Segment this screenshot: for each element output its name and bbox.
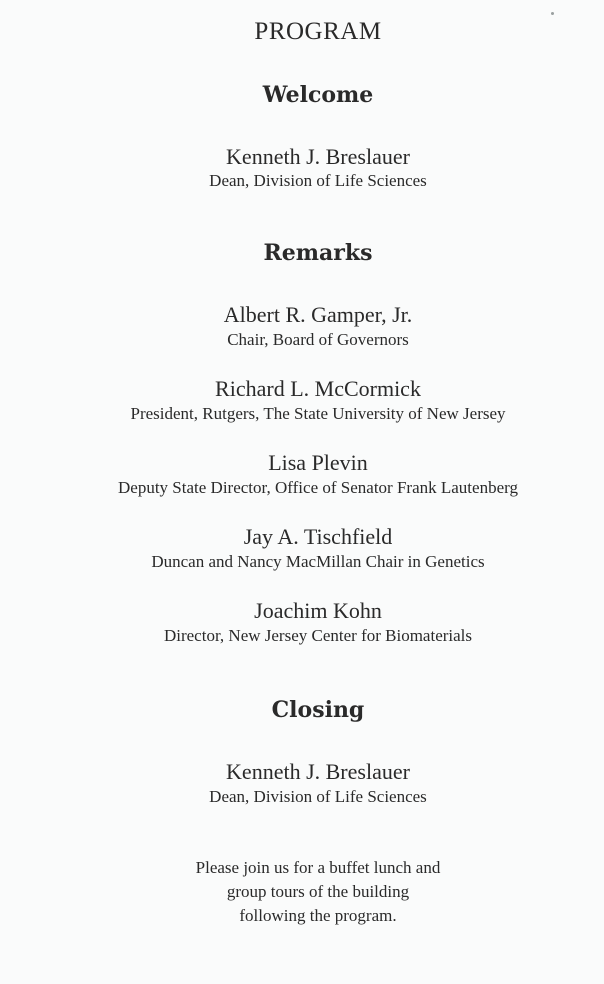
remarks-speaker-name: Jay A. Tischfield [243,524,393,549]
note-line: group tours of the building [226,882,410,901]
remarks-speaker-role: Duncan and Nancy MacMillan Chair in Genetics [151,552,485,571]
remarks-speaker-name: Lisa Plevin [268,450,368,475]
remarks-speaker-role: Chair, Board of Governors [227,330,409,349]
remarks-speaker-role: President, Rutgers, The State University of New Jersey [130,404,506,423]
remarks-speaker-role: Deputy State Director, Office of Senator Frank Lautenberg [118,478,518,497]
remarks-speaker-role: Director, New Jersey Center for Biomaterials [163,626,473,645]
note-line: following the program. [239,906,397,925]
remarks-speaker-name: Albert R. Gamper, Jr. [223,302,413,327]
welcome-heading: Welcome [262,82,374,108]
welcome-speaker-name: Kenneth J. Breslauer [226,144,410,169]
closing-speaker-role: Dean, Division of Life Sciences [209,787,427,806]
remarks-heading: Remarks [263,240,373,266]
closing-speaker-name: Kenneth J. Breslauer [226,759,410,784]
remarks-speaker-name: Richard L. McCormick [215,376,421,401]
paper-speck [551,12,554,15]
program-title: PROGRAM [254,18,382,45]
remarks-speaker-name: Joachim Kohn [254,598,382,623]
welcome-speaker-role: Dean, Division of Life Sciences [209,171,427,190]
closing-heading: Closing [271,697,365,723]
note-line: Please join us for a buffet lunch and [195,858,441,877]
